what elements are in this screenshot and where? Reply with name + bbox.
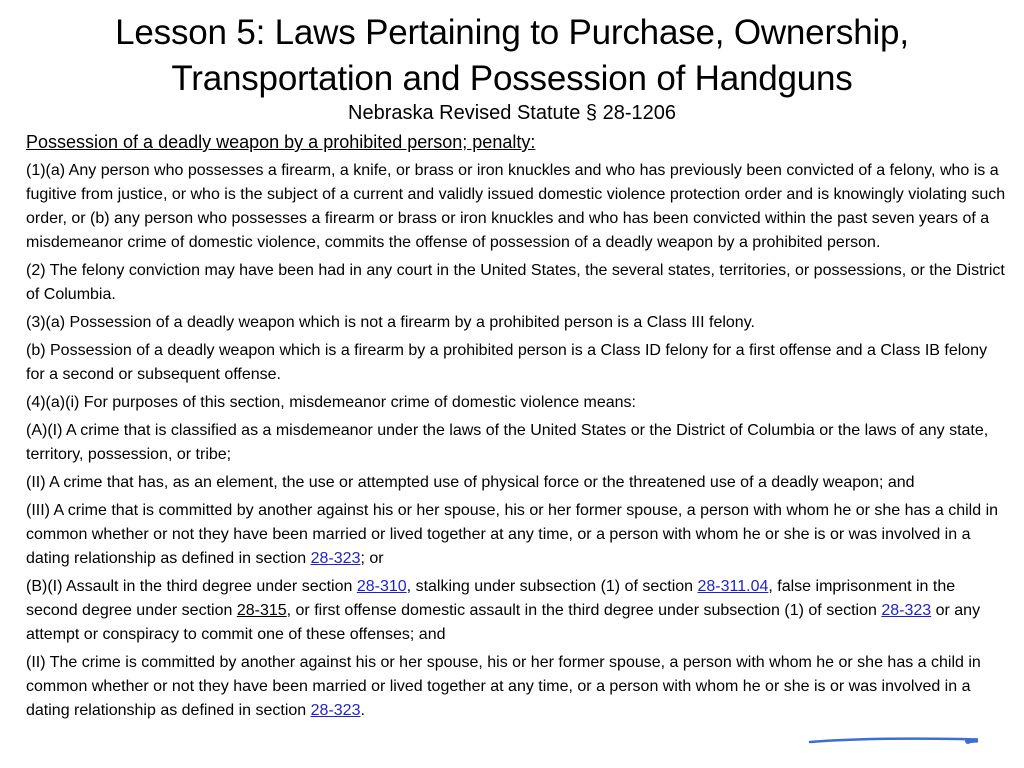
link-28-310[interactable]: 28-310: [356, 578, 407, 595]
paragraph-b-i: [26, 575, 1010, 647]
section-heading: Possession of a deadly weapon by a prohibited person; penalty:: [26, 132, 536, 152]
paragraph-a-ii: (II) A crime that has, as an element, the use or attempted use of physical force or the threatened use of a deadly weapon; and: [26, 474, 915, 491]
paragraph-b-i-text-2: , stalking under subsection (1) of section: [406, 578, 698, 595]
paragraph-a-i: (A)(I) A crime that is classified as a misdemeanor under the laws of the United States or the District of Columbia or the laws of any state, territory, possession, or tribe;: [26, 422, 989, 463]
pen-annotation: [808, 730, 978, 750]
ink-dot: [965, 738, 971, 744]
ink-stroke: [810, 739, 978, 742]
paragraph-1: (1)(a) Any person who possesses a firearm, a knife, or brass or iron knuckles and who has previously been convicted of a felony, who is a fugitive from justice, or who is the subject of a current and validly issued domestic violence protection order and is knowingly violating such order, or (b) any person who possesses a firearm or brass or iron knuckles and who has been convicted within the past seven years of a misdemeanor crime of domestic violence, commits the offense of possession of a deadly weapon by a prohibited person.: [26, 162, 1006, 251]
paragraph-b-i-text-1: (B)(I) Assault in the third degree under section: [26, 578, 357, 595]
statute-subtitle: Nebraska Revised Statute § 28-1206: [348, 102, 676, 124]
reference-28-315: 28-315: [236, 602, 287, 619]
title-line-1: Lesson 5: Laws Pertaining to Purchase, Ownership,: [115, 13, 909, 52]
paragraph-a-iii: [26, 499, 1010, 571]
link-28-323[interactable]: 28-323: [310, 550, 361, 567]
paragraph-3a: (3)(a) Possession of a deadly weapon which is not a firearm by a prohibited person is a Class III felony.: [26, 314, 755, 331]
paragraph-4: (4)(a)(i) For purposes of this section, misdemeanor crime of domestic violence means:: [26, 394, 636, 411]
paragraph-b-ii-tail: .: [360, 702, 365, 719]
link-28-323[interactable]: 28-323: [310, 702, 361, 719]
paragraph-b-ii-text: (II) The crime is committed by another against his or her spouse, his or her former spouse, a person with whom he or she has a child in common whether or not they have been married or lived together at any time, or a person with whom he or she is or was involved in a dating relationship as defined in section: [26, 654, 981, 719]
slide-title: [0, 10, 1024, 102]
title-line-2: Transportation and Possession of Handguns: [171, 59, 853, 98]
paragraph-b-i-text-4: , or first offense domestic assault in the third degree under subsection (1) of section: [286, 602, 882, 619]
statute-body: [26, 159, 1010, 727]
link-28-323[interactable]: 28-323: [881, 602, 932, 619]
paragraph-3b: (b) Possession of a deadly weapon which is a firearm by a prohibited person is a Class ID felony for a first offense and a Class IB felony for a second or subsequent offense.: [26, 342, 988, 383]
paragraph-b-ii: [26, 651, 1010, 723]
link-28-311-04[interactable]: 28-311.04: [697, 578, 769, 595]
paragraph-a-iii-tail: ; or: [360, 550, 384, 567]
paragraph-b-i-text-5: or any attempt or conspiracy to commit one of these offenses; and: [26, 602, 981, 643]
paragraph-a-iii-text: (III) A crime that is committed by another against his or her spouse, his or her former spouse, a person with whom he or she has a child in common whether or not they have been married or lived together at any time, or a person with whom he or she is or was involved in a dating relationship as defined in section: [26, 502, 999, 567]
paragraph-2: (2) The felony conviction may have been had in any court in the United States, the several states, territories, or possessions, or the District of Columbia.: [26, 262, 1005, 303]
paragraph-b-i-text-3: , false imprisonment in the second degree under section: [26, 578, 956, 619]
